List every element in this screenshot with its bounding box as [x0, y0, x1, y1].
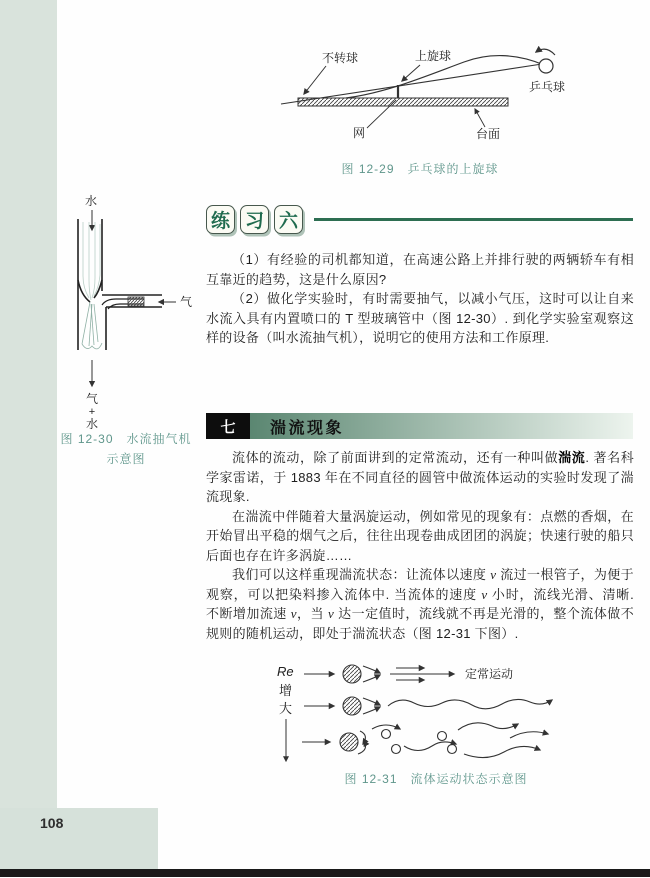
- reynolds-label: Re: [277, 664, 294, 679]
- exercise-title-char-box: [274, 205, 303, 234]
- ball-label: 乒乓球: [529, 80, 566, 94]
- exercise-title-char-box: [206, 205, 235, 234]
- exercise-title-char: 练: [210, 211, 230, 232]
- wavy-flow-row: [304, 697, 552, 715]
- no-spin-leader-arrow: [304, 66, 326, 94]
- steady-motion-label: 定常运动: [465, 667, 514, 681]
- exercise-question-2: （2）做化学实验时，有时需要抽气，以减小气压，这时可以让自来水流入具有内置喷口的 T 型玻璃管中（图 12-30）. 到化学实验室观察这样的设备（叫水流抽气机），说明它的使用方法和工作原理.: [206, 291, 634, 345]
- page-bottom-edge: [0, 869, 650, 877]
- fig-12-30-caption-line1: 图 12-30 水流抽气机: [60, 432, 192, 446]
- increase-char-2: 大: [279, 701, 293, 716]
- paragraph-3: 我们可以这样重现湍流状态：让流体以速度 v 流过一根管子，为便于观察，可以把染料掺入流体中. 当流体的速度 v 小时，流线光滑、清晰. 不断增加流速 v，当 v 达一定值时，流线就不再是光滑的，整个流体做不规则的随机运动，即处于湍流状态（图 12-31 下图）.: [206, 567, 635, 641]
- exercise-title-char: 六: [278, 211, 298, 232]
- exercise-header: [206, 205, 633, 234]
- t-tube-outline: [78, 219, 162, 350]
- exercise-title-char: 习: [244, 211, 264, 232]
- paragraph-1: 流体的流动，除了前面讲到的定常流动，还有一种叫做湍流. 著名科学家雷诺，于 1883 年在不同直径的圆管中做流体运动的实验时发现了湍流现象.: [206, 450, 634, 504]
- section-title: 湍流现象: [270, 419, 345, 437]
- spin-arrow: [536, 49, 555, 55]
- out-label-water: 水: [85, 417, 99, 430]
- steady-flow-row: [304, 665, 454, 683]
- out-label-plus: +: [88, 406, 96, 418]
- fig-12-29-caption: 图 12-29 乒乓球的上旋球: [341, 162, 499, 176]
- exercise-questions: [206, 250, 634, 348]
- paragraph-2: 在湍流中伴随着大量涡旋运动，例如常见的现象有：点燃的香烟，在开始冒出平稳的烟气之后，往往出现卷曲成团团的涡旋；快速行驶的船只后面也存在许多涡旋……: [206, 508, 634, 563]
- nozzle-hatch: [128, 297, 144, 306]
- water-streamlines: [83, 222, 100, 300]
- fig-12-31-caption: 图 12-31 流体运动状态示意图: [344, 772, 528, 786]
- left-margin-strip: [0, 0, 57, 869]
- bottom-left-margin-block: [0, 808, 158, 869]
- net-label: 网: [353, 126, 366, 140]
- topspin-label: 上旋球: [415, 49, 452, 63]
- topspin-leader-arrow: [402, 65, 420, 81]
- fig-12-30-diagram: [56, 192, 196, 435]
- increase-char-1: 增: [279, 683, 293, 698]
- water-label: 水: [85, 194, 98, 208]
- exercise-header-rule: [314, 218, 633, 221]
- table-surface: [298, 98, 508, 106]
- spray-lines: [82, 302, 102, 349]
- fig-12-30-caption-line2: 示意图: [106, 452, 146, 466]
- table-leader-arrow: [475, 109, 485, 127]
- exercise-title-char-box: [240, 205, 269, 234]
- page-number: 108: [40, 815, 64, 831]
- fig-12-31-diagram: [246, 658, 576, 775]
- section-body: [206, 448, 634, 643]
- ping-pong-ball: [539, 59, 553, 73]
- turbulent-flow-row: [302, 723, 548, 758]
- fig-12-29-diagram: [278, 40, 638, 165]
- no-spin-label: 不转球: [322, 51, 359, 65]
- air-label: 气: [180, 295, 193, 309]
- exercise-question-1: （1）有经验的司机都知道，在高速公路上并排行驶的两辆轿车有相互靠近的趋势，这是什么原因?: [206, 252, 634, 287]
- section-header: [206, 413, 633, 439]
- table-label: 台面: [476, 127, 501, 141]
- section-number: 七: [206, 413, 250, 439]
- out-label-air: 气: [85, 392, 99, 406]
